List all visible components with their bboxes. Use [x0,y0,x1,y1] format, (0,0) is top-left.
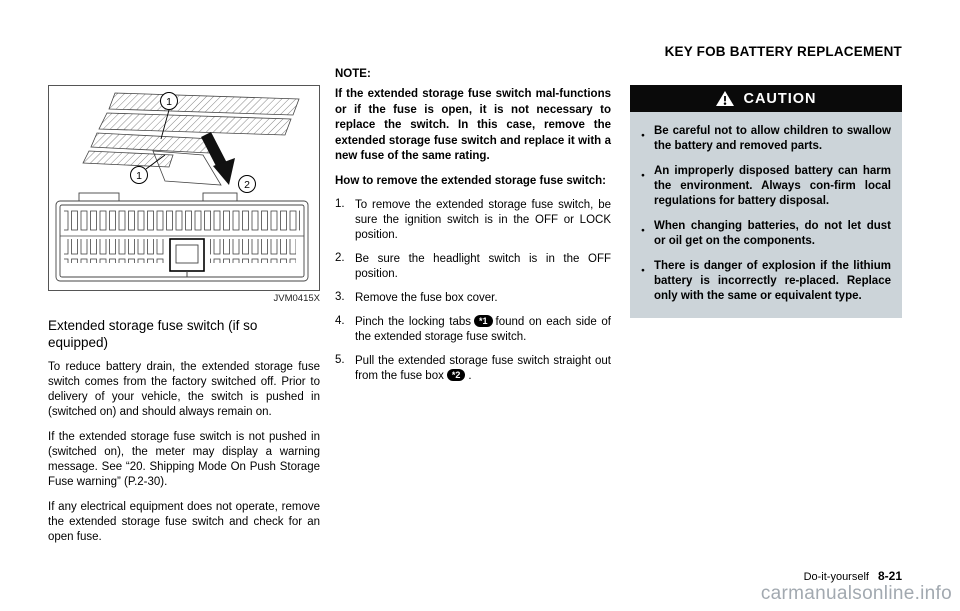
step-list [335,198,611,384]
step-text [355,315,611,345]
paragraph: If the extended storage fuse switch is not pushed in (switched on), the meter may display a warning message. See “20. Shipping Mode On Push Storage Fuse warning” (P.2-30). [48,431,320,488]
middle-column [335,68,611,393]
caution-item: ● When changing batteries, do not let dust or oil get on the components. [641,219,891,249]
caution-item: ● An improperly disposed battery can harm the environment. Always con-firm local regulations for battery disposal. [641,164,891,209]
step-text-before: Pull the extended storage fuse switch straight out from the fuse box [355,355,611,382]
how-to-heading: How to remove the extended storage fuse switch: [335,174,606,187]
callout-2-label: 2 [244,179,250,191]
figure-caption: JVM0415X [273,293,320,304]
section-heading: Extended storage fuse switch (if so equipped) [48,318,258,350]
step-item [335,315,611,345]
fuse-box-figure [48,85,320,291]
watermark: carmanualsonline.info [760,583,952,604]
caution-item: ● There is danger of explosion if the lithium battery is incorrectly re-placed. Replace only with the same or equivalent type. [641,259,891,304]
note-text: If the extended storage fuse switch mal-functions or if the fuse is open, it is not necessary to replace the switch. In this case, remove the extended storage fuse switch and replace it with a new fuse of the same rating. [335,88,611,162]
callout-badge-2: *2 [447,369,466,381]
step-text: Be sure the headlight switch is in the OFF position. [355,253,611,280]
paragraph: If any electrical equipment does not operate, remove the extended storage fuse switch and check for an open fuse. [48,501,320,543]
caution-header [630,85,902,112]
caution-title: CAUTION [743,90,817,107]
right-column [630,85,902,318]
caution-list [641,124,891,304]
note-label: NOTE: [335,68,371,80]
step-item [335,291,611,306]
warning-triangle-icon [715,90,735,107]
footer-section-label: Do-it-yourself [803,571,869,583]
step-item [335,252,611,282]
extended-storage-fuse-switch [170,239,204,277]
callout-1-left-label: 1 [136,170,142,182]
page-title: KEY FOB BATTERY REPLACEMENT [664,44,902,59]
left-column [48,85,320,555]
step-text-after: . [468,370,472,382]
caution-box [630,85,902,318]
fuse-diagram [51,89,315,287]
step-item [335,354,611,384]
step-number: 5. [335,354,345,366]
step-text: Remove the fuse box cover. [355,292,498,304]
footer-page-number: 8-21 [877,569,902,583]
callout-1-top-label: 1 [166,96,172,108]
step-text: To remove the extended storage fuse switch, be sure the ignition switch is in the OFF or LOCK position. [355,199,611,241]
step-number: 1. [335,198,345,210]
paragraph: To reduce battery drain, the extended storage fuse switch comes from the factory switched off. Prior to delivery of your vehicle, the switch is pushed in (switched on) and should always remain on. [48,361,320,418]
caution-body [630,112,902,318]
caution-item: ● Be careful not to allow children to swallow the battery and removed parts. [641,124,891,154]
step-text [355,354,611,384]
step-text-before: Pinch the locking tabs [355,316,471,328]
step-item [335,198,611,243]
callout-badge-1: *1 [474,315,493,327]
step-number: 4. [335,315,345,327]
step-text-after: found on each side of the extended storage fuse switch. [355,316,611,343]
step-number: 3. [335,291,345,303]
step-number: 2. [335,252,345,264]
